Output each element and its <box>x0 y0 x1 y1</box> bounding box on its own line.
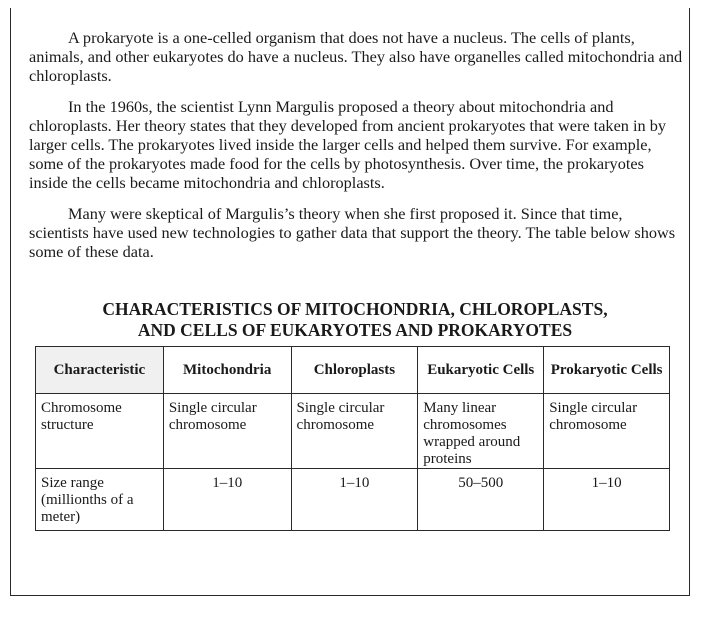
cell-eukaryotic: Many linear chromosomes wrapped around proteins <box>418 394 544 469</box>
table-row-size-range <box>36 469 670 531</box>
header-chloroplasts: Chloroplasts <box>291 347 418 394</box>
header-mitochondria: Mitochondria <box>163 347 291 394</box>
table-header-row <box>36 347 670 394</box>
table-title-line-1: CHARACTERISTICS OF MITOCHONDRIA, CHLOROPLASTS, <box>102 299 608 319</box>
cell-chloroplasts: 1–10 <box>291 469 418 531</box>
cell-prokaryotic: 1–10 <box>544 469 670 531</box>
table-title-line-2: AND CELLS OF EUKARYOTES AND PROKARYOTES <box>137 320 573 340</box>
paragraph-margulis-theory: In the 1960s, the scientist Lynn Margulis proposed a theory about mitochondria and chloroplasts. Her theory states that they developed from ancient prokaryotes that were taken in by larger cells. The prokaryotes lived inside the larger cells and helped them survive. For example, some of the prokaryotes made food for the cells by photosynthesis. Over time, the prokaryotes inside the cells became mitochondria and chloroplasts. <box>29 97 667 192</box>
table-row-chromosome-structure <box>36 394 670 469</box>
cell-chloroplasts: Single circular chromosome <box>291 394 418 469</box>
paragraph-prokaryote-definition: A prokaryote is a one-celled organism that does not have a nucleus. The cells of plants, animals, and other eukaryotes do have a nucleus. They also have organelles called mitochondria and chloroplasts. <box>29 28 683 85</box>
cell-mitochondria: Single circular chromosome <box>163 394 291 469</box>
cell-mitochondria: 1–10 <box>163 469 291 531</box>
characteristics-table <box>35 346 670 531</box>
table-title <box>30 299 680 341</box>
header-eukaryotic-cells: Eukaryotic Cells <box>418 347 544 394</box>
cell-prokaryotic: Single circular chromosome <box>544 394 670 469</box>
header-prokaryotic-cells: Prokaryotic Cells <box>544 347 670 394</box>
cell-characteristic: Chromosome structure <box>36 394 164 469</box>
cell-eukaryotic: 50–500 <box>418 469 544 531</box>
cell-characteristic: Size range (millionths of a meter) <box>36 469 164 531</box>
header-characteristic: Characteristic <box>36 347 164 394</box>
passage-text <box>29 28 684 273</box>
paragraph-skepticism: Many were skeptical of Margulis’s theory when she first proposed it. Since that time, scientists have used new technologies to gather data that support the theory. The table below shows some of these data. <box>29 204 676 261</box>
